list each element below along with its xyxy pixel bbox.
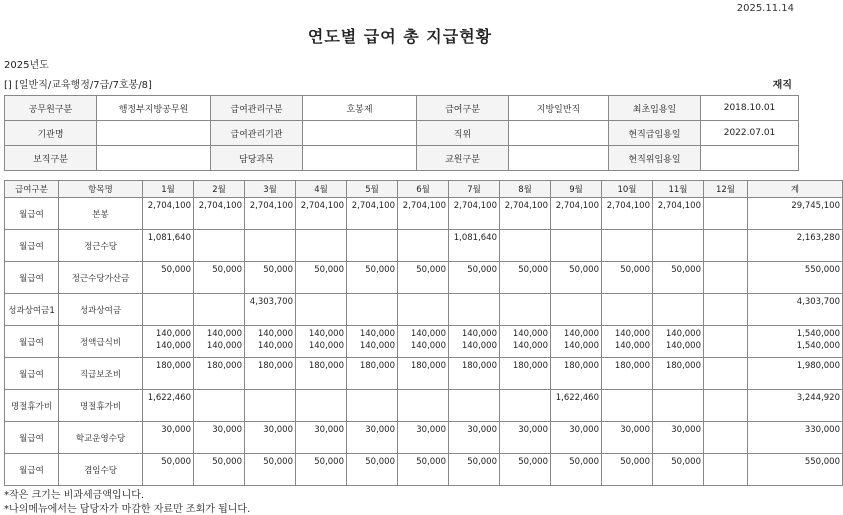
pay-row	[5, 294, 843, 326]
amount-value: 2,704,100	[453, 201, 497, 211]
amount-value: 180,000	[257, 361, 293, 371]
amount-value: 30,000	[365, 425, 395, 435]
pay-amount-cell	[704, 326, 748, 358]
pay-amount-cell	[704, 262, 748, 294]
pay-amount-cell	[704, 230, 748, 262]
pay-item-cell: 명절휴가비	[59, 390, 143, 422]
pay-amount-cell	[500, 326, 551, 358]
amount-value: 50,000	[263, 265, 293, 275]
amount-value: 30,000	[161, 425, 191, 435]
pay-header-cell: 8월	[500, 181, 551, 198]
amount-value: 330,000	[804, 425, 840, 435]
amount-value: 50,000	[314, 265, 344, 275]
pay-amount-cell	[347, 294, 398, 326]
amount-value: 30,000	[620, 425, 650, 435]
amount-value: 140,000	[665, 329, 701, 339]
pay-amount-cell	[551, 326, 602, 358]
pay-amount-cell	[551, 198, 602, 230]
amount-value: 50,000	[365, 265, 395, 275]
amount-value: 140,000	[410, 329, 446, 339]
pay-item-cell: 겸임수당	[59, 454, 143, 486]
pay-amount-cell	[653, 422, 704, 454]
pay-amount-cell	[449, 326, 500, 358]
info-value	[97, 121, 211, 146]
pay-amount-cell	[143, 454, 194, 486]
pay-amount-cell	[449, 358, 500, 390]
footnote-nontaxable: *작은 크기는 비과세금액입니다.	[4, 490, 145, 501]
amount-value: 140,000	[461, 341, 497, 351]
pay-amount-cell	[245, 198, 296, 230]
pay-type-cell: 월급여	[5, 326, 59, 358]
pay-amount-cell	[551, 230, 602, 262]
amount-value: 30,000	[212, 425, 242, 435]
info-row	[5, 121, 799, 146]
pay-amount-cell	[704, 358, 748, 390]
amount-value: 140,000	[563, 329, 599, 339]
pay-header-cell: 7월	[449, 181, 500, 198]
info-label: 급여구분	[417, 96, 509, 121]
pay-amount-cell	[653, 390, 704, 422]
amount-value: 2,704,100	[555, 201, 599, 211]
pay-amount-cell	[347, 422, 398, 454]
print-date: 2025.11.14	[736, 3, 794, 14]
info-value: 2018.10.01	[701, 96, 799, 121]
amount-value: 140,000	[206, 329, 242, 339]
pay-amount-cell	[296, 326, 347, 358]
pay-amount-cell	[194, 358, 245, 390]
pay-amount-cell	[748, 454, 843, 486]
pay-item-cell: 정근수당	[59, 230, 143, 262]
info-label: 교원구분	[417, 146, 509, 171]
pay-amount-cell	[653, 358, 704, 390]
pay-amount-cell	[449, 230, 500, 262]
amount-value: 50,000	[416, 265, 446, 275]
pay-amount-cell	[143, 390, 194, 422]
amount-value: 180,000	[461, 361, 497, 371]
amount-value: 550,000	[804, 265, 840, 275]
amount-value: 50,000	[467, 265, 497, 275]
pay-amount-cell	[398, 390, 449, 422]
pay-header-cell: 6월	[398, 181, 449, 198]
pay-item-cell: 직급보조비	[59, 358, 143, 390]
amount-value: 140,000	[512, 341, 548, 351]
pay-amount-cell	[748, 294, 843, 326]
amount-value: 50,000	[518, 457, 548, 467]
pay-row	[5, 390, 843, 422]
amount-value: 140,000	[614, 329, 650, 339]
pay-amount-cell	[296, 390, 347, 422]
pay-amount-cell	[704, 454, 748, 486]
amount-value: 140,000	[155, 341, 191, 351]
pay-amount-cell	[602, 358, 653, 390]
pay-header-row	[5, 181, 843, 198]
amount-value: 1,081,640	[147, 233, 191, 243]
amount-value: 50,000	[671, 457, 701, 467]
pay-amount-cell	[143, 422, 194, 454]
amount-value: 50,000	[212, 457, 242, 467]
pay-amount-cell	[500, 262, 551, 294]
info-label: 현직급임용일	[609, 121, 701, 146]
amount-value: 50,000	[314, 457, 344, 467]
info-value: 호봉제	[303, 96, 417, 121]
amount-value: 30,000	[569, 425, 599, 435]
pay-header-cell: 2월	[194, 181, 245, 198]
pay-amount-cell	[347, 230, 398, 262]
amount-value: 30,000	[467, 425, 497, 435]
pay-item-cell: 학교운영수당	[59, 422, 143, 454]
pay-row	[5, 454, 843, 486]
amount-value: 30,000	[416, 425, 446, 435]
amount-value: 140,000	[359, 329, 395, 339]
amount-value: 1,980,000	[796, 361, 840, 371]
amount-value: 50,000	[161, 265, 191, 275]
pay-amount-cell	[245, 262, 296, 294]
info-row	[5, 146, 799, 171]
employee-classification: [] [일반직/교육행정/7급/7호봉/8]	[4, 80, 152, 91]
pay-amount-cell	[551, 390, 602, 422]
info-label: 기관명	[5, 121, 97, 146]
amount-value: 180,000	[512, 361, 548, 371]
pay-amount-cell	[602, 230, 653, 262]
pay-amount-cell	[551, 454, 602, 486]
amount-value: 2,704,100	[351, 201, 395, 211]
pay-amount-cell	[748, 262, 843, 294]
pay-amount-cell	[347, 358, 398, 390]
amount-value: 140,000	[665, 341, 701, 351]
amount-value: 50,000	[671, 265, 701, 275]
amount-value: 50,000	[365, 457, 395, 467]
footnote-menu: *나의메뉴에서는 담당자가 마감한 자료만 조회가 됩니다.	[4, 504, 251, 515]
pay-amount-cell	[449, 294, 500, 326]
info-value: 행정부지방공무원	[97, 96, 211, 121]
pay-amount-cell	[704, 294, 748, 326]
amount-value: 50,000	[569, 265, 599, 275]
amount-value: 30,000	[314, 425, 344, 435]
pay-amount-cell	[449, 422, 500, 454]
pay-amount-cell	[398, 358, 449, 390]
pay-amount-cell	[602, 294, 653, 326]
employee-info-table	[4, 95, 799, 171]
amount-value: 140,000	[461, 329, 497, 339]
amount-value: 180,000	[563, 361, 599, 371]
pay-amount-cell	[347, 390, 398, 422]
info-label: 최초임용일	[609, 96, 701, 121]
amount-value: 140,000	[257, 329, 293, 339]
info-label: 직위	[417, 121, 509, 146]
pay-amount-cell	[398, 230, 449, 262]
amount-value: 2,704,100	[198, 201, 242, 211]
amount-value: 4,303,700	[796, 297, 840, 307]
pay-amount-cell	[245, 390, 296, 422]
pay-amount-cell	[500, 358, 551, 390]
pay-amount-cell	[143, 326, 194, 358]
info-label: 급여관리기관	[211, 121, 303, 146]
amount-value: 140,000	[308, 341, 344, 351]
pay-row	[5, 230, 843, 262]
amount-value: 30,000	[518, 425, 548, 435]
pay-amount-cell	[194, 230, 245, 262]
pay-amount-cell	[296, 422, 347, 454]
pay-amount-cell	[245, 326, 296, 358]
pay-amount-cell	[194, 422, 245, 454]
pay-amount-cell	[602, 326, 653, 358]
amount-value: 2,704,100	[657, 201, 701, 211]
pay-header-cell: 12월	[704, 181, 748, 198]
amount-value: 180,000	[614, 361, 650, 371]
amount-value: 140,000	[155, 329, 191, 339]
pay-header-cell: 4월	[296, 181, 347, 198]
pay-header-cell: 계	[748, 181, 843, 198]
amount-value: 180,000	[665, 361, 701, 371]
amount-value: 140,000	[614, 341, 650, 351]
pay-amount-cell	[347, 326, 398, 358]
amount-value: 50,000	[620, 265, 650, 275]
page-title: 연도별 급여 총 지급현황	[307, 27, 493, 46]
pay-amount-cell	[143, 198, 194, 230]
amount-value: 2,704,100	[504, 201, 548, 211]
amount-value: 550,000	[804, 457, 840, 467]
pay-amount-cell	[602, 198, 653, 230]
amount-value: 1,540,000	[796, 341, 840, 351]
info-value: 2022.07.01	[701, 121, 799, 146]
amount-value: 50,000	[416, 457, 446, 467]
pay-amount-cell	[653, 326, 704, 358]
pay-type-cell: 명절휴가비	[5, 390, 59, 422]
amount-value: 50,000	[212, 265, 242, 275]
pay-amount-cell	[245, 358, 296, 390]
pay-amount-cell	[398, 262, 449, 294]
pay-amount-cell	[296, 294, 347, 326]
pay-amount-cell	[449, 198, 500, 230]
pay-amount-cell	[296, 262, 347, 294]
pay-row	[5, 358, 843, 390]
pay-amount-cell	[500, 230, 551, 262]
pay-amount-cell	[143, 262, 194, 294]
pay-amount-cell	[245, 230, 296, 262]
amount-value: 2,704,100	[402, 201, 446, 211]
pay-amount-cell	[748, 326, 843, 358]
pay-amount-cell	[347, 262, 398, 294]
info-label: 급여관리구분	[211, 96, 303, 121]
pay-amount-cell	[551, 294, 602, 326]
pay-amount-cell	[449, 454, 500, 486]
pay-amount-cell	[449, 390, 500, 422]
pay-amount-cell	[194, 294, 245, 326]
pay-header-cell: 10월	[602, 181, 653, 198]
pay-amount-cell	[653, 294, 704, 326]
amount-value: 1,622,460	[555, 393, 599, 403]
pay-header-cell: 5월	[347, 181, 398, 198]
pay-type-cell: 월급여	[5, 198, 59, 230]
amount-value: 140,000	[410, 341, 446, 351]
pay-amount-cell	[653, 198, 704, 230]
amount-value: 4,303,700	[249, 297, 293, 307]
pay-amount-cell	[194, 390, 245, 422]
amount-value: 50,000	[518, 265, 548, 275]
pay-amount-cell	[748, 422, 843, 454]
pay-row	[5, 326, 843, 358]
pay-amount-cell	[704, 390, 748, 422]
amount-value: 140,000	[308, 329, 344, 339]
pay-amount-cell	[194, 262, 245, 294]
amount-value: 1,622,460	[147, 393, 191, 403]
pay-amount-cell	[500, 390, 551, 422]
info-row	[5, 96, 799, 121]
pay-type-cell: 월급여	[5, 422, 59, 454]
info-value: 지방일반직	[509, 96, 609, 121]
pay-amount-cell	[296, 198, 347, 230]
pay-amount-cell	[296, 230, 347, 262]
amount-value: 50,000	[620, 457, 650, 467]
pay-header-cell: 1월	[143, 181, 194, 198]
pay-item-cell: 정액급식비	[59, 326, 143, 358]
pay-amount-cell	[245, 294, 296, 326]
pay-amount-cell	[347, 198, 398, 230]
info-value	[701, 146, 799, 171]
info-label: 보직구분	[5, 146, 97, 171]
amount-value: 2,704,100	[300, 201, 344, 211]
pay-header-cell: 3월	[245, 181, 296, 198]
pay-type-cell: 월급여	[5, 358, 59, 390]
amount-value: 2,163,280	[796, 233, 840, 243]
pay-header-cell: 11월	[653, 181, 704, 198]
amount-value: 3,244,920	[796, 393, 840, 403]
amount-value: 140,000	[563, 341, 599, 351]
pay-header-cell: 급여구분	[5, 181, 59, 198]
info-label: 담당과목	[211, 146, 303, 171]
year-label: 2025년도	[4, 60, 49, 71]
pay-amount-cell	[551, 358, 602, 390]
amount-value: 50,000	[263, 457, 293, 467]
info-value	[97, 146, 211, 171]
pay-amount-cell	[143, 294, 194, 326]
amount-value: 1,081,640	[453, 233, 497, 243]
amount-value: 180,000	[206, 361, 242, 371]
pay-item-cell: 본봉	[59, 198, 143, 230]
pay-amount-cell	[653, 454, 704, 486]
pay-row	[5, 198, 843, 230]
pay-amount-cell	[602, 390, 653, 422]
pay-amount-cell	[602, 262, 653, 294]
amount-value: 180,000	[155, 361, 191, 371]
amount-value: 30,000	[263, 425, 293, 435]
pay-item-cell: 정근수당가산금	[59, 262, 143, 294]
amount-value: 1,540,000	[796, 329, 840, 339]
pay-amount-cell	[653, 262, 704, 294]
pay-type-cell: 성과상여금1	[5, 294, 59, 326]
info-value	[509, 146, 609, 171]
pay-row	[5, 422, 843, 454]
pay-amount-cell	[602, 422, 653, 454]
pay-amount-cell	[347, 454, 398, 486]
amount-value: 2,704,100	[249, 201, 293, 211]
amount-value: 140,000	[206, 341, 242, 351]
pay-summary-table	[4, 180, 843, 486]
amount-value: 2,704,100	[606, 201, 650, 211]
pay-amount-cell	[551, 262, 602, 294]
pay-row	[5, 262, 843, 294]
pay-amount-cell	[748, 198, 843, 230]
amount-value: 50,000	[467, 457, 497, 467]
amount-value: 50,000	[161, 457, 191, 467]
amount-value: 140,000	[359, 341, 395, 351]
amount-value: 30,000	[671, 425, 701, 435]
pay-amount-cell	[398, 454, 449, 486]
pay-amount-cell	[296, 454, 347, 486]
pay-header-cell: 항목명	[59, 181, 143, 198]
pay-amount-cell	[143, 230, 194, 262]
pay-amount-cell	[500, 198, 551, 230]
pay-amount-cell	[704, 422, 748, 454]
pay-amount-cell	[500, 422, 551, 454]
pay-amount-cell	[398, 422, 449, 454]
pay-amount-cell	[551, 422, 602, 454]
pay-header-cell: 9월	[551, 181, 602, 198]
pay-amount-cell	[143, 358, 194, 390]
pay-amount-cell	[653, 230, 704, 262]
employment-status: 재직	[772, 80, 792, 91]
pay-amount-cell	[704, 198, 748, 230]
info-label: 공무원구분	[5, 96, 97, 121]
pay-amount-cell	[748, 390, 843, 422]
amount-value: 180,000	[308, 361, 344, 371]
pay-item-cell: 성과상여금	[59, 294, 143, 326]
pay-amount-cell	[500, 454, 551, 486]
pay-amount-cell	[194, 454, 245, 486]
pay-amount-cell	[194, 198, 245, 230]
amount-value: 29,745,100	[791, 201, 840, 211]
amount-value: 50,000	[569, 457, 599, 467]
info-value	[303, 121, 417, 146]
amount-value: 140,000	[512, 329, 548, 339]
amount-value: 2,704,100	[147, 201, 191, 211]
pay-type-cell: 월급여	[5, 262, 59, 294]
info-value	[509, 121, 609, 146]
amount-value: 180,000	[410, 361, 446, 371]
amount-value: 140,000	[257, 341, 293, 351]
pay-amount-cell	[500, 294, 551, 326]
amount-value: 180,000	[359, 361, 395, 371]
pay-amount-cell	[449, 262, 500, 294]
pay-type-cell: 월급여	[5, 454, 59, 486]
pay-amount-cell	[398, 294, 449, 326]
pay-amount-cell	[194, 326, 245, 358]
info-value	[303, 146, 417, 171]
pay-type-cell: 월급여	[5, 230, 59, 262]
pay-amount-cell	[748, 358, 843, 390]
pay-amount-cell	[398, 326, 449, 358]
pay-amount-cell	[602, 454, 653, 486]
pay-amount-cell	[296, 358, 347, 390]
pay-amount-cell	[245, 422, 296, 454]
info-label: 현직위임용일	[609, 146, 701, 171]
pay-amount-cell	[398, 198, 449, 230]
pay-amount-cell	[748, 230, 843, 262]
pay-amount-cell	[245, 454, 296, 486]
